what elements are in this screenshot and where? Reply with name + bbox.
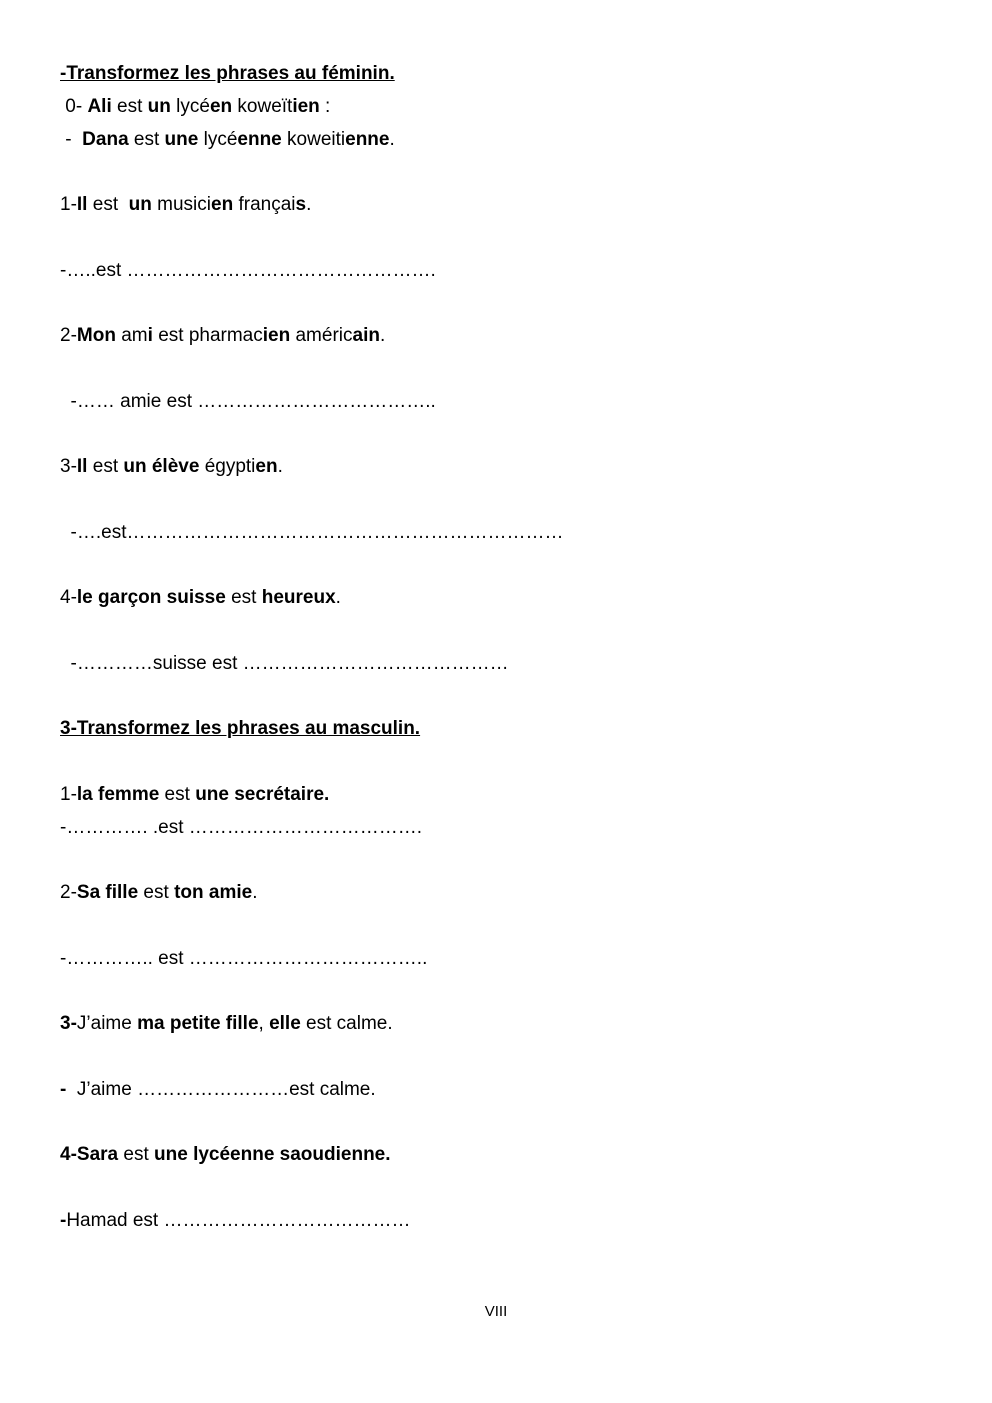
feminin-answer-3: -….est……………………………………………………………	[60, 522, 564, 543]
text-run: koweiti	[281, 129, 346, 150]
text-run: est	[111, 96, 148, 117]
text-run: Hamad est …………………………………	[66, 1210, 411, 1231]
heading-feminin: -Transformez les phrases au féminin.	[60, 63, 395, 84]
text-run: 0-	[60, 96, 88, 117]
text-run: est	[118, 1144, 155, 1165]
text-run: ,	[258, 1013, 270, 1034]
text-run: la femme	[76, 784, 160, 805]
masculin-question-1	[60, 783, 329, 807]
text-run: .	[379, 325, 386, 346]
text-run: est	[225, 587, 262, 608]
masculin-answer-1: -…………. .est ……………………………….	[60, 817, 423, 838]
masculin-question-3	[60, 1012, 393, 1036]
text-run: Ali	[87, 96, 112, 117]
masculin-answer-4	[60, 1209, 410, 1233]
example-line-1	[60, 128, 395, 152]
masculin-question-2	[60, 881, 257, 905]
text-run: en	[209, 96, 233, 117]
text-run: elle	[269, 1013, 301, 1034]
text-run: françai	[233, 194, 296, 215]
text-run: 4-Sara	[60, 1144, 119, 1165]
text-run: enne	[345, 129, 390, 150]
heading-masculin: 3-Transformez les phrases au masculin.	[60, 718, 421, 739]
feminin-question-3	[60, 455, 283, 479]
feminin-answer-1: -…..est ………………………………………….	[60, 260, 436, 281]
page-number: VIII	[484, 1303, 508, 1320]
text-run: 1-	[60, 194, 77, 215]
text-run: Mon	[76, 325, 116, 346]
text-run: 1-	[60, 784, 77, 805]
text-run: Il	[76, 456, 88, 477]
text-run: .	[389, 129, 395, 150]
text-run: un	[147, 96, 171, 117]
text-run: Dana	[82, 129, 129, 150]
feminin-answer-2: -…… amie est ………………………………..	[60, 391, 436, 412]
text-run: musici	[151, 194, 211, 215]
masculin-answer-3	[60, 1078, 376, 1102]
text-run: .	[252, 882, 258, 903]
text-run: est	[128, 129, 165, 150]
feminin-question-2	[60, 324, 385, 348]
text-run: i	[147, 325, 153, 346]
text-run: un élève	[123, 456, 200, 477]
text-run: .	[277, 456, 283, 477]
text-run: une secrétaire.	[195, 784, 330, 805]
text-run: ien	[262, 325, 291, 346]
text-run: -	[60, 1079, 72, 1100]
text-run: ien	[292, 96, 320, 117]
text-run: -	[60, 129, 83, 150]
text-run: est	[138, 882, 175, 903]
feminin-answer-4: -…………suisse est ……………………………………	[60, 653, 509, 674]
text-run: 2-	[60, 882, 77, 903]
text-run: am	[115, 325, 148, 346]
text-run: ton amie	[174, 882, 253, 903]
text-run: le garçon suisse	[76, 587, 226, 608]
text-run: J’aime	[76, 1013, 138, 1034]
text-run: s	[295, 194, 307, 215]
text-run: Sa fille	[76, 882, 139, 903]
masculin-question-4	[60, 1143, 391, 1167]
text-run: :	[319, 96, 331, 117]
text-run: koweït	[232, 96, 293, 117]
text-run: en	[255, 456, 278, 477]
text-run: -	[60, 1210, 67, 1231]
text-run: .	[306, 194, 312, 215]
text-run: lycé	[198, 129, 238, 150]
text-run: égypti	[199, 456, 256, 477]
text-run: 2-	[60, 325, 77, 346]
masculin-answer-2: -………….. est ………………………………..	[60, 948, 428, 969]
text-run: est calme.	[300, 1013, 393, 1034]
text-run: .	[335, 587, 341, 608]
text-run: un	[128, 194, 152, 215]
feminin-question-1	[60, 193, 311, 217]
text-run: 3-	[60, 456, 77, 477]
text-run: une	[164, 129, 199, 150]
text-run: est	[159, 784, 196, 805]
text-run: améric	[290, 325, 353, 346]
text-run: ain	[352, 325, 380, 346]
text-run: J’aime ……………………est calme.	[71, 1079, 376, 1100]
text-run: 3-	[60, 1013, 77, 1034]
text-run: lycé	[170, 96, 210, 117]
text-run: est	[87, 194, 129, 215]
example-line-0	[60, 95, 330, 119]
text-run: une lycéenne saoudienne.	[154, 1144, 391, 1165]
text-run: 4-	[60, 587, 77, 608]
text-run: Il	[76, 194, 88, 215]
text-run: enne	[237, 129, 282, 150]
text-run: en	[211, 194, 234, 215]
feminin-question-4	[60, 586, 341, 610]
text-run: est pharmac	[152, 325, 263, 346]
text-run: ma petite fille	[137, 1013, 259, 1034]
text-run: heureux	[261, 587, 336, 608]
text-run: est	[87, 456, 124, 477]
